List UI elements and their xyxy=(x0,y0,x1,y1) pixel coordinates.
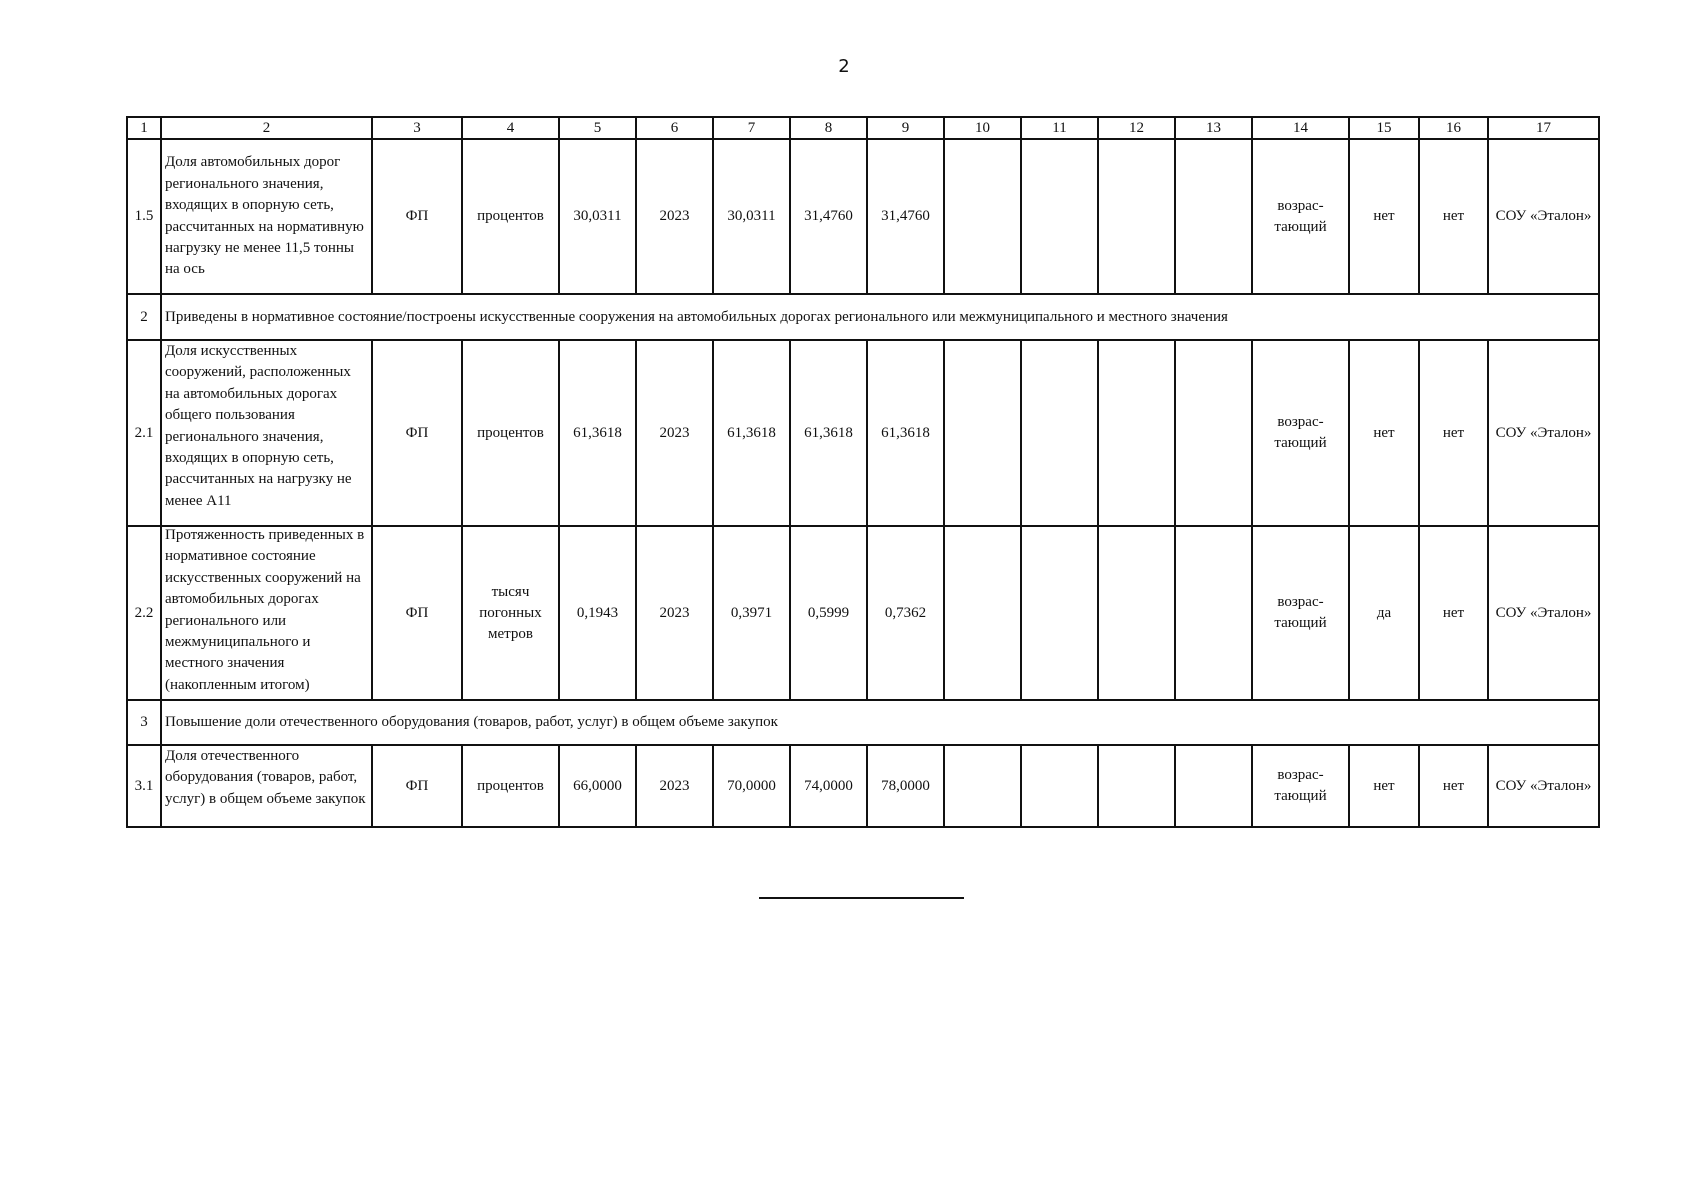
header-cell: 11 xyxy=(1021,117,1098,139)
value-cell: 0,3971 xyxy=(713,526,790,700)
indicator-description: Доля автомобильных дорог регионального значения, входящих в опорную сеть, рассчитанных на нормативную нагрузку не менее 11,5 тонны на ось xyxy=(161,139,372,294)
header-cell: 14 xyxy=(1252,117,1349,139)
base-value: 30,0311 xyxy=(559,139,636,294)
header-cell: 12 xyxy=(1098,117,1175,139)
table-row xyxy=(127,340,1599,526)
base-value: 61,3618 xyxy=(559,340,636,526)
indicator-description: Протяженность приведенных в нормативное состояние искусственных сооружений на автомобильных дорогах регионального или межмуниципального и местного значения (накопленным итогом) xyxy=(165,527,365,693)
indicator-description: Доля отечественного оборудования (товаров, работ, услуг) в общем объеме закупок xyxy=(165,748,366,807)
value-cell: 78,0000 xyxy=(867,745,944,827)
flag-cell: нет xyxy=(1419,139,1488,294)
empty-cell xyxy=(1175,139,1252,294)
section-row xyxy=(127,294,1599,340)
indicator-description-cell xyxy=(161,526,372,700)
row-number: 2.1 xyxy=(127,340,161,526)
indicator-level: ФП xyxy=(372,526,462,700)
system-cell: СОУ «Эталон» xyxy=(1488,526,1599,700)
unit-cell: тысяч погонных метров xyxy=(462,526,559,700)
flag-cell: нет xyxy=(1349,745,1419,827)
empty-cell xyxy=(944,745,1021,827)
unit-cell: процентов xyxy=(462,340,559,526)
header-cell: 10 xyxy=(944,117,1021,139)
indicator-description: Доля искусственных сооружений, расположенных на автомобильных дорогах общего пользования регионального значения, входящих в опорную сеть, рассчитанных на нагрузку не менее А11 xyxy=(165,343,352,509)
unit-cell: процентов xyxy=(462,745,559,827)
empty-cell xyxy=(944,139,1021,294)
header-cell: 15 xyxy=(1349,117,1419,139)
header-cell: 17 xyxy=(1488,117,1599,139)
system-cell: СОУ «Эталон» xyxy=(1488,340,1599,526)
flag-cell: нет xyxy=(1349,340,1419,526)
empty-cell xyxy=(1098,139,1175,294)
row-number: 2.2 xyxy=(127,526,161,700)
indicator-level: ФП xyxy=(372,745,462,827)
end-of-document-line xyxy=(759,897,964,899)
header-cell: 7 xyxy=(713,117,790,139)
empty-cell xyxy=(1098,340,1175,526)
empty-cell xyxy=(944,526,1021,700)
header-cell: 1 xyxy=(127,117,161,139)
header-cell: 4 xyxy=(462,117,559,139)
value-cell: 61,3618 xyxy=(713,340,790,526)
system-cell: СОУ «Эталон» xyxy=(1488,745,1599,827)
indicator-description-cell xyxy=(161,340,372,526)
flag-cell: нет xyxy=(1419,526,1488,700)
flag-cell: нет xyxy=(1419,340,1488,526)
base-value: 66,0000 xyxy=(559,745,636,827)
section-title: Повышение доли отечественного оборудования (товаров, работ, услуг) в общем объеме закупок xyxy=(161,700,1599,745)
trend-cell: возрас- тающий xyxy=(1252,139,1349,294)
value-cell: 70,0000 xyxy=(713,745,790,827)
empty-cell xyxy=(1098,745,1175,827)
indicator-level: ФП xyxy=(372,139,462,294)
value-cell: 61,3618 xyxy=(867,340,944,526)
table-row xyxy=(127,526,1599,700)
value-cell: 0,7362 xyxy=(867,526,944,700)
header-cell: 13 xyxy=(1175,117,1252,139)
unit-cell: процентов xyxy=(462,139,559,294)
header-cell: 3 xyxy=(372,117,462,139)
header-cell: 5 xyxy=(559,117,636,139)
trend-cell: возрас- тающий xyxy=(1252,526,1349,700)
system-cell: СОУ «Эталон» xyxy=(1488,139,1599,294)
empty-cell xyxy=(1021,340,1098,526)
empty-cell xyxy=(1021,139,1098,294)
table-row xyxy=(127,139,1599,294)
value-cell: 74,0000 xyxy=(790,745,867,827)
section-number: 2 xyxy=(127,294,161,340)
empty-cell xyxy=(1098,526,1175,700)
value-cell: 30,0311 xyxy=(713,139,790,294)
empty-cell xyxy=(1175,526,1252,700)
empty-cell xyxy=(1021,745,1098,827)
value-cell: 61,3618 xyxy=(790,340,867,526)
header-cell: 16 xyxy=(1419,117,1488,139)
empty-cell xyxy=(1021,526,1098,700)
value-cell: 31,4760 xyxy=(867,139,944,294)
section-title: Приведены в нормативное состояние/построены искусственные сооружения на автомобильных дорогах регионального или межмуниципального и местного значения xyxy=(161,294,1599,340)
base-year: 2023 xyxy=(636,526,713,700)
header-row xyxy=(127,117,1599,139)
flag-cell: нет xyxy=(1349,139,1419,294)
table-row xyxy=(127,745,1599,827)
base-year: 2023 xyxy=(636,139,713,294)
indicator-level: ФП xyxy=(372,340,462,526)
value-cell: 31,4760 xyxy=(790,139,867,294)
header-cell: 9 xyxy=(867,117,944,139)
trend-cell: возрас- тающий xyxy=(1252,340,1349,526)
header-cell: 8 xyxy=(790,117,867,139)
empty-cell xyxy=(1175,340,1252,526)
indicator-description-cell xyxy=(161,745,372,827)
section-row xyxy=(127,700,1599,745)
row-number: 1.5 xyxy=(127,139,161,294)
empty-cell xyxy=(1175,745,1252,827)
indicators-table xyxy=(126,116,1600,828)
value-cell: 0,5999 xyxy=(790,526,867,700)
header-cell: 6 xyxy=(636,117,713,139)
flag-cell: нет xyxy=(1419,745,1488,827)
header-cell: 2 xyxy=(161,117,372,139)
base-year: 2023 xyxy=(636,340,713,526)
trend-cell: возрас- тающий xyxy=(1252,745,1349,827)
empty-cell xyxy=(944,340,1021,526)
row-number: 3.1 xyxy=(127,745,161,827)
section-number: 3 xyxy=(127,700,161,745)
page-number: 2 xyxy=(838,56,850,77)
flag-cell: да xyxy=(1349,526,1419,700)
base-value: 0,1943 xyxy=(559,526,636,700)
base-year: 2023 xyxy=(636,745,713,827)
